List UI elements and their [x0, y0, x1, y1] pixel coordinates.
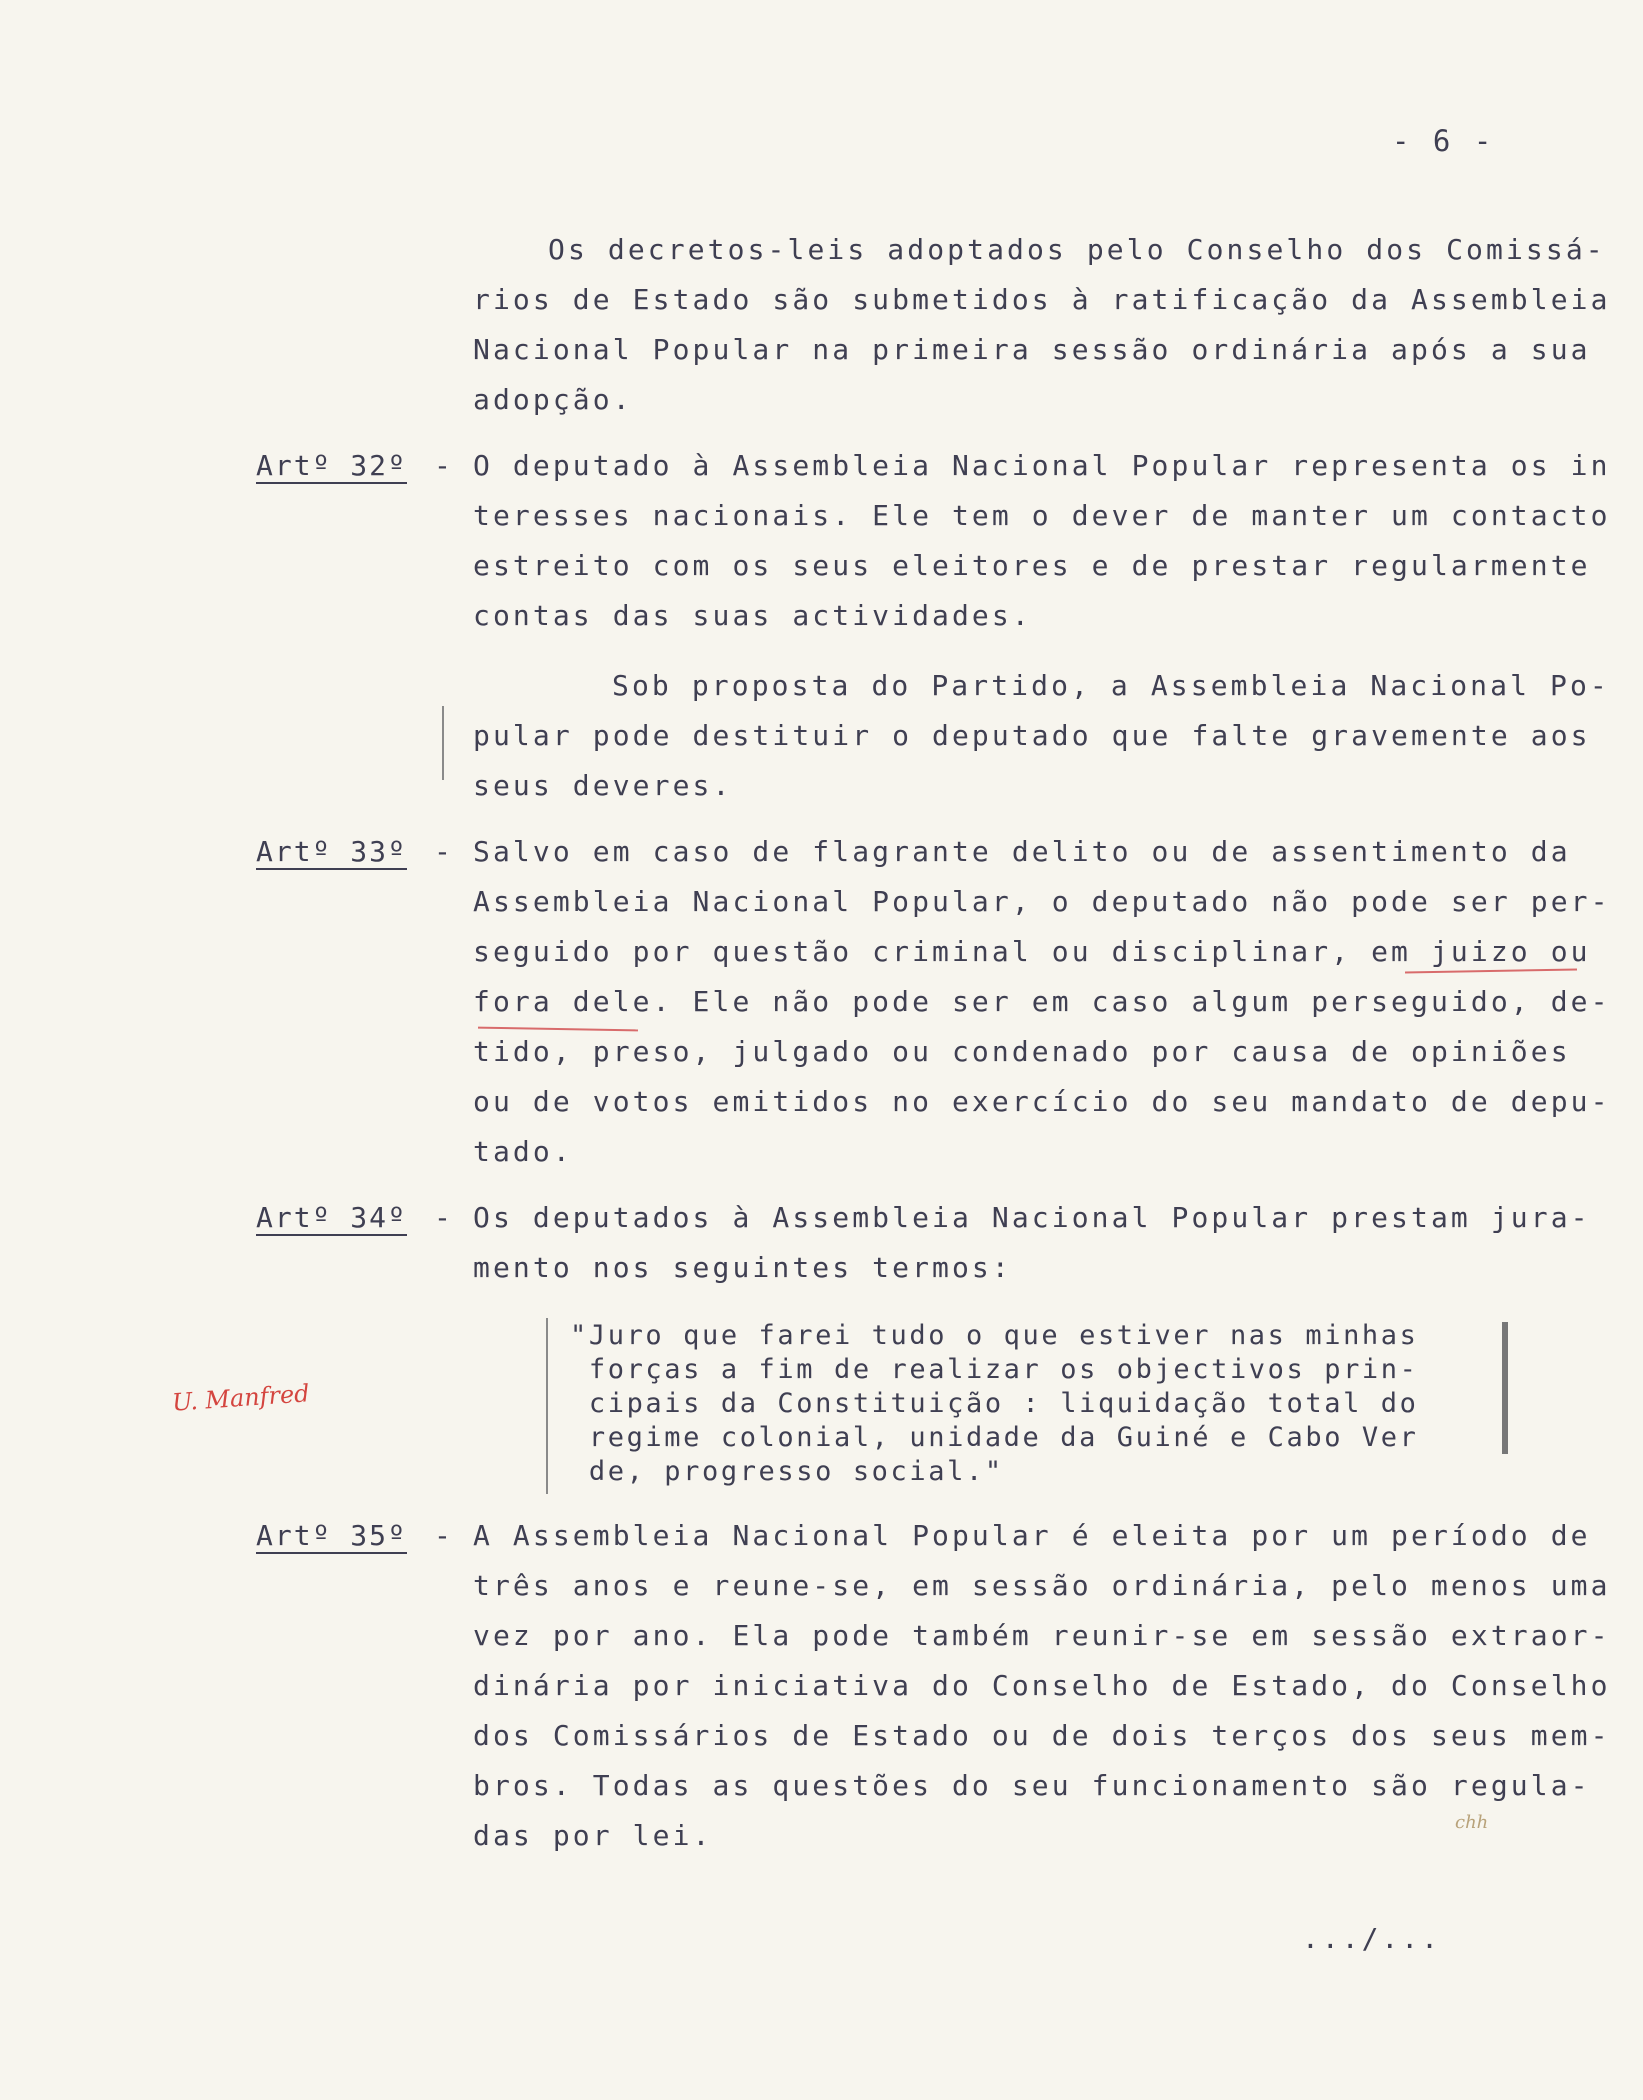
- text-line: Os deputados à Assembleia Nacional Popular prestam jura-: [473, 1201, 1591, 1234]
- text-line: tido, preso, julgado ou condenado por causa de opiniões: [473, 1035, 1571, 1068]
- text-line: Os decretos-leis adoptados pelo Conselho dos Comissá-: [548, 233, 1606, 266]
- handwritten-note: chh: [1455, 1812, 1489, 1833]
- page-number: - 6 -: [1392, 124, 1495, 158]
- red-underline: [478, 1027, 638, 1032]
- article-label-34: Artº 34º: [256, 1201, 407, 1234]
- text-line: bros. Todas as questões do seu funcionamento são regula-: [473, 1769, 1591, 1802]
- text-line: ou de votos emitidos no exercício do seu mandato de depu-: [473, 1085, 1611, 1118]
- article-label-32: Artº 32º: [256, 449, 407, 482]
- text-line: três anos e reune-se, em sessão ordinária, pelo menos uma: [473, 1569, 1611, 1602]
- continuation-mark: .../...: [1302, 1922, 1442, 1955]
- handwritten-margin-note: U. Manfred: [171, 1379, 311, 1417]
- pencil-bracket-left: [546, 1318, 548, 1494]
- quote-line: "Juro que farei tudo o que estiver nas minhas: [570, 1320, 1419, 1351]
- text-line: tado.: [473, 1135, 573, 1168]
- article-label-33: Artº 33º: [256, 835, 407, 868]
- text-line: Salvo em caso de flagrante delito ou de assentimento da: [473, 835, 1571, 868]
- article-label-35: Artº 35º: [256, 1519, 407, 1552]
- text-line: contas das suas actividades.: [473, 599, 1032, 632]
- article-dash: -: [434, 449, 451, 482]
- text-line: seguido por questão criminal ou disciplinar, em juizo ou: [473, 935, 1591, 968]
- quote-line: regime colonial, unidade da Guiné e Cabo Ver: [570, 1422, 1419, 1453]
- text-line: adopção.: [473, 383, 633, 416]
- text-line: fora dele. Ele não pode ser em caso algum perseguido, de-: [473, 985, 1611, 1018]
- red-underline: [1405, 968, 1577, 973]
- text-line: Sob proposta do Partido, a Assembleia Nacional Po-: [612, 669, 1610, 702]
- text-line: mento nos seguintes termos:: [473, 1251, 1012, 1284]
- text-line: teresses nacionais. Ele tem o dever de manter um contacto: [473, 499, 1611, 532]
- quote-line: forças a fim de realizar os objectivos prin-: [570, 1354, 1419, 1385]
- text-line: dinária por iniciativa do Conselho de Estado, do Conselho: [473, 1669, 1611, 1702]
- quote-line: de, progresso social.": [570, 1456, 1004, 1487]
- text-line: estreito com os seus eleitores e de prestar regularmente: [473, 549, 1591, 582]
- text-line: rios de Estado são submetidos à ratificação da Assembleia: [473, 283, 1611, 316]
- text-line: das por lei.: [473, 1819, 713, 1852]
- text-line: O deputado à Assembleia Nacional Popular representa os in: [473, 449, 1611, 482]
- pencil-bracket-right: [1502, 1322, 1508, 1454]
- text-line: Nacional Popular na primeira sessão ordinária após a sua: [473, 333, 1591, 366]
- article-dash: -: [434, 835, 451, 868]
- pencil-margin-mark: [442, 706, 444, 780]
- text-line: dos Comissários de Estado ou de dois terços dos seus mem-: [473, 1719, 1611, 1752]
- text-line: pular pode destituir o deputado que falte gravemente aos: [473, 719, 1591, 752]
- text-line: Assembleia Nacional Popular, o deputado não pode ser per-: [473, 885, 1611, 918]
- text-line: vez por ano. Ela pode também reunir-se em sessão extraor-: [473, 1619, 1611, 1652]
- text-line: seus deveres.: [473, 769, 733, 802]
- article-dash: -: [434, 1519, 451, 1552]
- text-line: A Assembleia Nacional Popular é eleita por um período de: [473, 1519, 1591, 1552]
- quote-line: cipais da Constituição : liquidação total do: [570, 1388, 1419, 1419]
- article-dash: -: [434, 1201, 451, 1234]
